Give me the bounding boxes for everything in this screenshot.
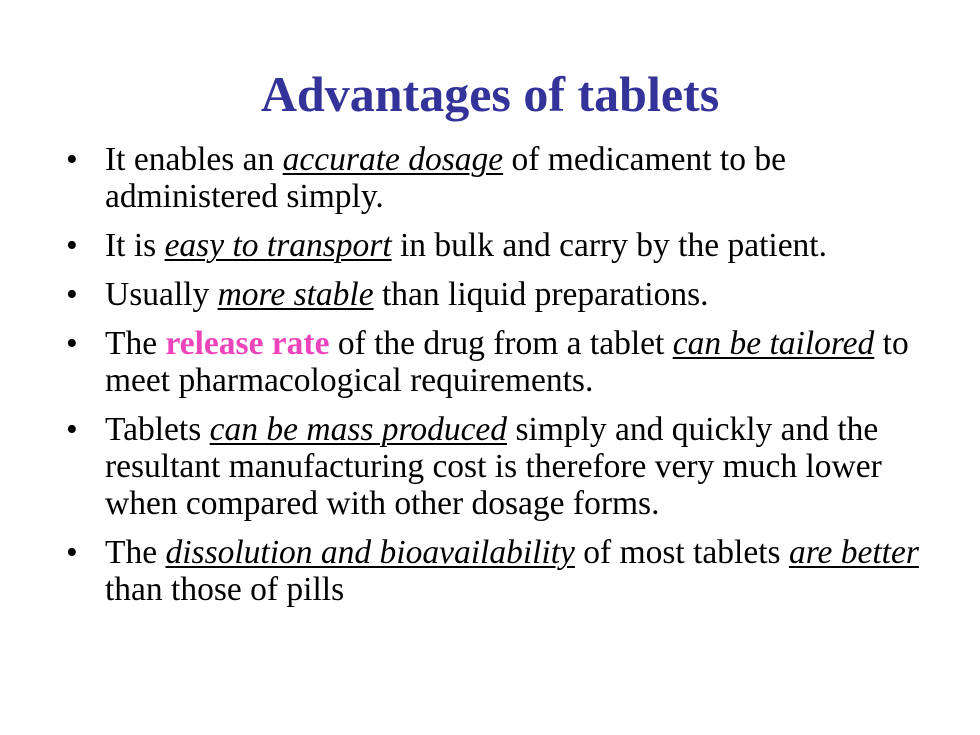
emphasized-text: more stable bbox=[217, 276, 374, 313]
emphasized-text: easy to transport bbox=[164, 227, 392, 264]
bullet-text: in bulk and carry by the patient. bbox=[391, 227, 827, 264]
bullet-dot-icon: • bbox=[66, 411, 78, 448]
bullet-text: Usually bbox=[105, 276, 218, 313]
bullet-dot-icon: • bbox=[66, 325, 78, 362]
bullet-text: of most tablets bbox=[574, 534, 789, 571]
emphasized-text: dissolution and bioavailability bbox=[165, 534, 575, 571]
bullet-list bbox=[66, 141, 946, 620]
highlighted-text: release rate bbox=[165, 325, 330, 362]
bullet-item bbox=[66, 325, 946, 399]
bullet-text: The bbox=[105, 534, 166, 571]
bullet-text: It enables an bbox=[105, 141, 283, 178]
bullet-dot-icon: • bbox=[66, 141, 78, 178]
bullet-text: than liquid preparations. bbox=[373, 276, 709, 313]
slide-title: Advantages of tablets bbox=[260, 66, 720, 122]
bullet-text: Tablets bbox=[105, 411, 210, 448]
bullet-dot-icon: • bbox=[66, 276, 78, 313]
emphasized-text: can be mass produced bbox=[209, 411, 508, 448]
bullet-text: of the drug from a tablet bbox=[329, 325, 673, 362]
bullet-text: than those of pills bbox=[105, 571, 345, 608]
bullet-item bbox=[66, 276, 946, 313]
bullet-text: It is bbox=[105, 227, 165, 264]
bullet-item bbox=[66, 141, 946, 215]
bullet-text: simply and quickly and the resultant manufacturing cost is therefore very much lower when compared with other dosage forms. bbox=[105, 411, 882, 522]
bullet-item bbox=[66, 534, 946, 608]
emphasized-text: can be tailored bbox=[672, 325, 875, 362]
bullet-text: of medicament to be administered simply. bbox=[105, 141, 786, 215]
bullet-dot-icon: • bbox=[66, 227, 78, 264]
bullet-text: The bbox=[105, 325, 166, 362]
emphasized-text: accurate dosage bbox=[282, 141, 504, 178]
bullet-item bbox=[66, 411, 946, 522]
bullet-text: to meet pharmacological requirements. bbox=[105, 325, 909, 399]
bullet-item bbox=[66, 227, 946, 264]
emphasized-text: are better bbox=[788, 534, 919, 571]
bullet-dot-icon: • bbox=[66, 534, 78, 571]
